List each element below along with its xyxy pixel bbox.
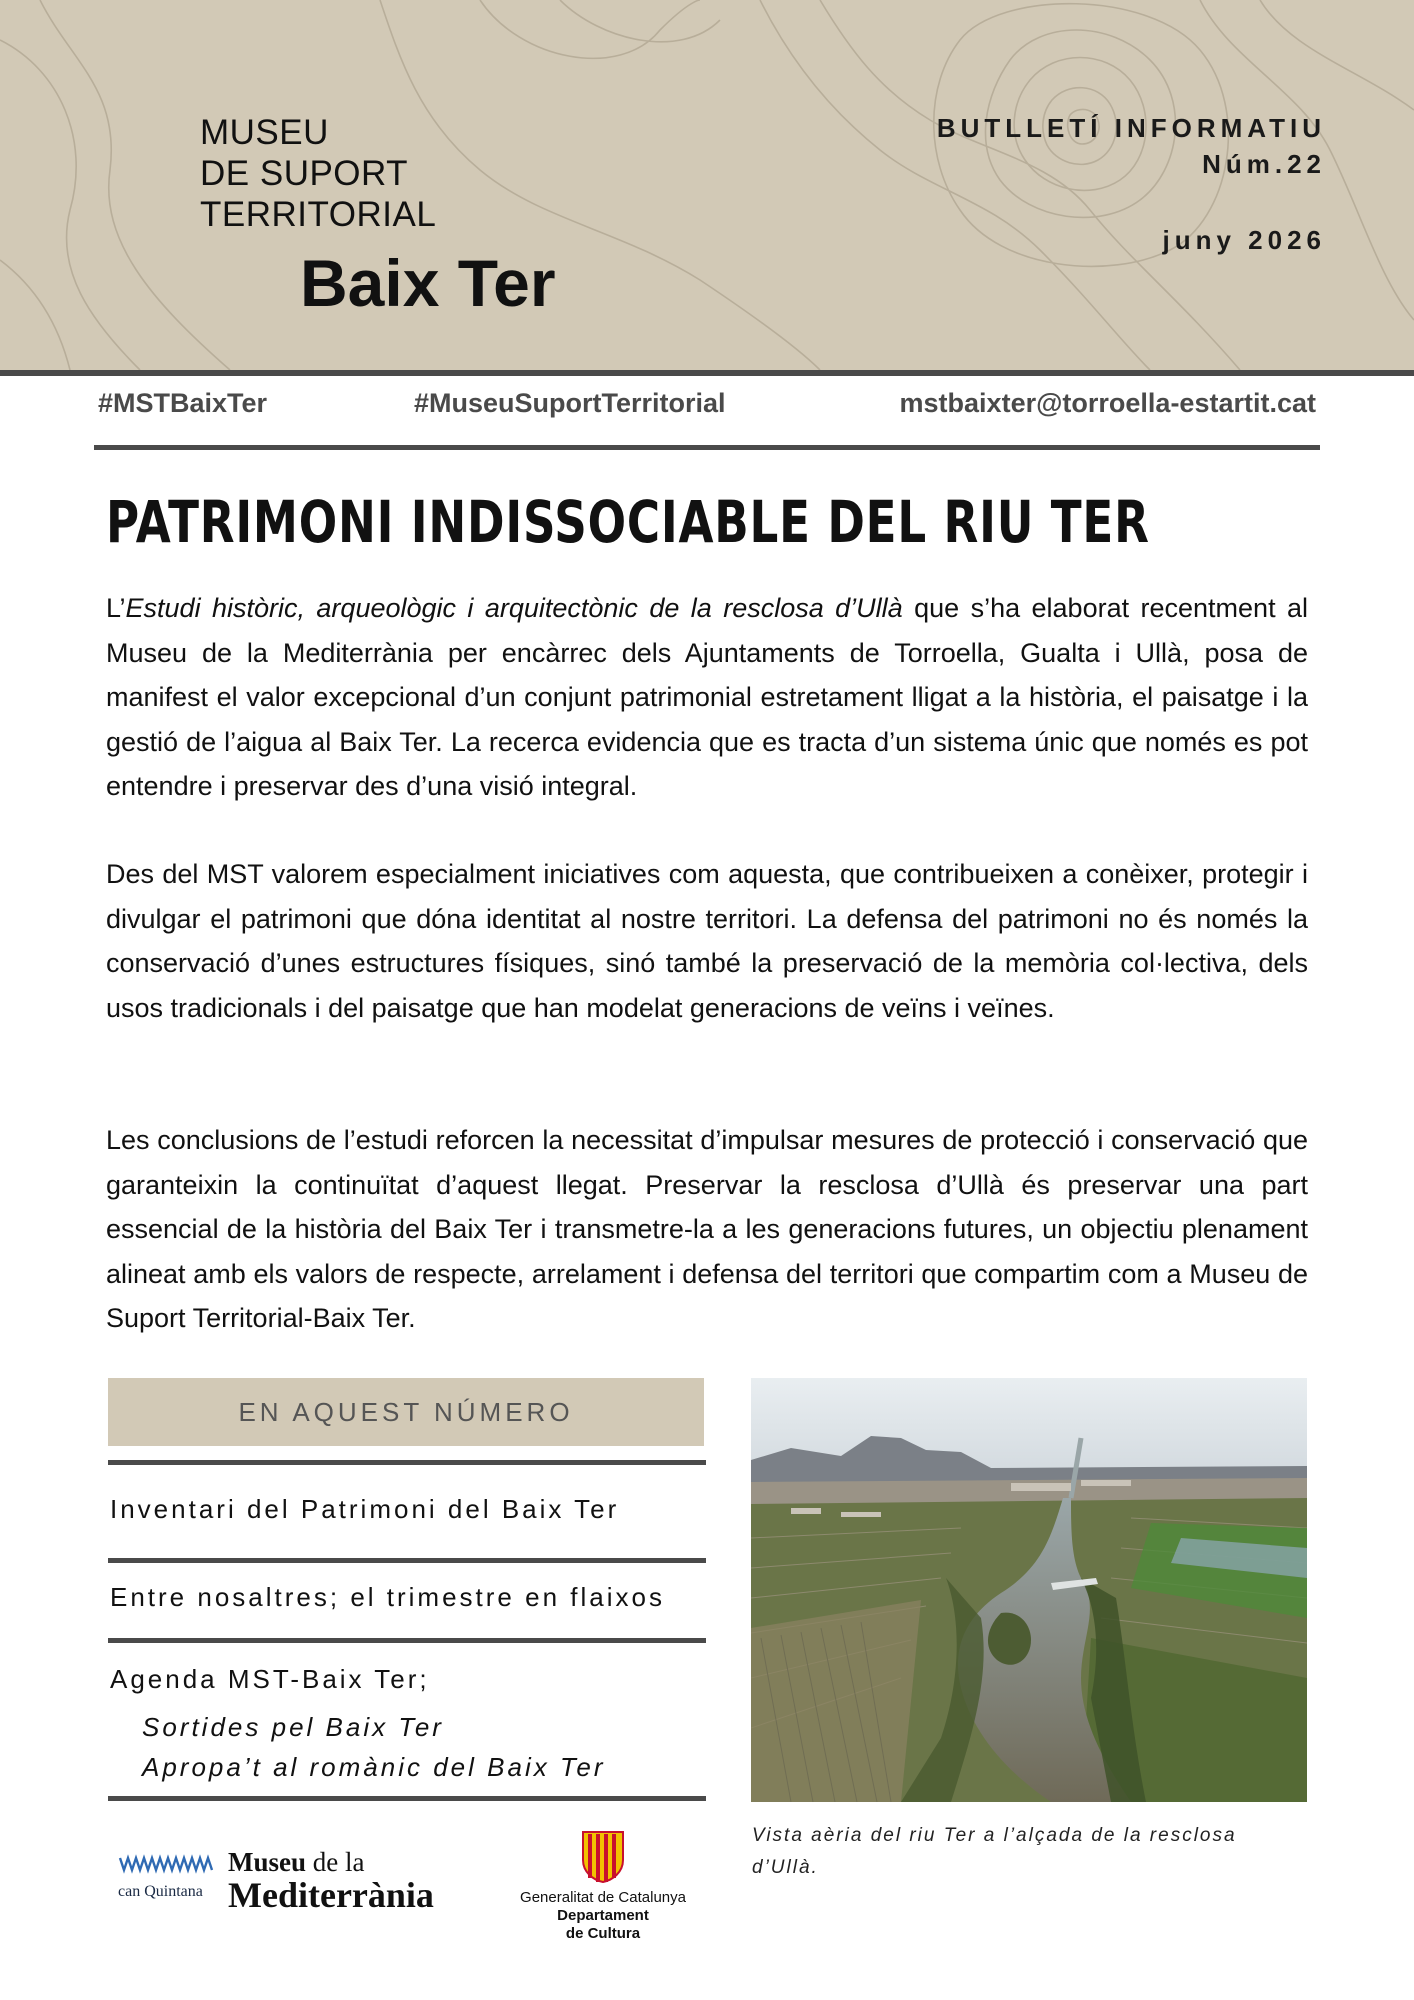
bulletin-info	[937, 110, 1326, 258]
can-quintana-label: can Quintana	[118, 1883, 203, 1900]
bulletin-date: juny 2026	[1162, 225, 1326, 255]
logo-line-2: DE SUPORT	[200, 154, 409, 193]
mm-museu: Museu	[228, 1847, 307, 1877]
logo-line-3: TERRITORIAL	[200, 195, 437, 234]
toc-heading: EN AQUEST NÚMERO	[238, 1396, 574, 1427]
toc-divider	[108, 1796, 706, 1801]
p1-prefix: L’	[106, 593, 126, 623]
aerial-river-photo	[751, 1378, 1307, 1802]
article-title: PATRIMONI INDISSOCIABLE DEL RIU TER	[106, 488, 1150, 556]
mm-name: Mediterrània	[228, 1875, 434, 1915]
article-paragraph-2: Des del MST valorem especialment iniciatives com aquesta, que contribueixen a conèixer, protegir i divulgar el patrimoni que dóna identitat al nostre territori. La defensa del patrimoni no és només la conservació d’unes estructures físiques, sinó també la preservació de la memòria col·lectiva, dels usos tradicionals i del paisatge que han modelat generacions de veïns i veïnes.	[106, 859, 1308, 1023]
museu-mediterrania-logo	[228, 1848, 434, 1914]
mm-dela: de la	[306, 1847, 365, 1877]
can-quintana-wave-icon	[118, 1852, 214, 1876]
toc-divider	[108, 1460, 706, 1465]
bulletin-number: Núm.22	[1202, 149, 1326, 179]
article-paragraph-3: Les conclusions de l’estudi reforcen la necessitat d’impulsar mesures de protecció i conservació que garanteixin la continuïtat d’aquest llegat. Preservar la resclosa d’Ullà és preservar una part essencial de la història del Baix Ter i transmetre-la a les generacions futures, un objectiu plenament alineat amb els valors de respecte, arrelament i defensa del territori que compartim com a Museu de Suport Territorial-Baix Ter.	[106, 1125, 1308, 1333]
toc-divider	[108, 1558, 706, 1563]
tag-bar	[96, 388, 1316, 430]
logo-main-name: Baix Ter	[300, 246, 556, 320]
toc-item-agenda[interactable]: Agenda MST-Baix Ter;	[110, 1664, 430, 1694]
department-label-1: Departament	[557, 1907, 649, 1924]
toc-divider	[108, 1638, 706, 1643]
museum-logo	[200, 112, 436, 235]
generalitat-logo	[508, 1830, 698, 1943]
toc-item-entre-nosaltres[interactable]: Entre nosaltres; el trimestre en flaixos	[110, 1582, 665, 1612]
logo-line-1: MUSEU	[200, 113, 329, 152]
toc-subitem-sortides[interactable]: Sortides pel Baix Ter	[142, 1712, 444, 1742]
department-label-2: de Cultura	[565, 1925, 641, 1942]
photo-caption: Vista aèria del riu Ter a l’alçada de la resclosa d’Ullà.	[752, 1825, 1237, 1878]
bulletin-label: BUTLLETÍ INFORMATIU	[936, 113, 1326, 143]
catalan-flag-shield-icon	[579, 1830, 627, 1884]
study-title: Estudi històric, arqueològic i arquitectònic de la resclosa d’Ullà	[125, 593, 903, 623]
hashtag-museusuportterritorial[interactable]: #MuseuSuportTerritorial	[414, 388, 726, 418]
toc-heading-box	[108, 1378, 704, 1446]
toc-subitem-romanic[interactable]: Apropa’t al romànic del Baix Ter	[142, 1752, 606, 1782]
p1-text: que s’ha elaborat recentment al Museu de la Mediterrània per encàrrec dels Ajuntaments de Torroella, Gualta i Ullà, posa de manifest el valor excepcional d’un conjunt patrimonial estretament lligat a la història, el paisatge i la gestió de l’aigua al Baix Ter. La recerca evidencia que es tracta d’un sistema únic que només es pot entendre i preservar des d’una visió integral.	[106, 593, 1308, 801]
can-quintana-logo	[118, 1852, 214, 1901]
aerial-river-illustration	[751, 1378, 1307, 1802]
email-link[interactable]: mstbaixter@torroella-estartit.cat	[899, 388, 1316, 418]
toc-item-inventari[interactable]: Inventari del Patrimoni del Baix Ter	[110, 1494, 620, 1524]
hashtag-mstbaixter[interactable]: #MSTBaixTer	[98, 388, 268, 418]
article-paragraph-1	[106, 586, 1308, 809]
header-divider	[0, 370, 1414, 376]
tag-bar-divider	[94, 445, 1320, 450]
generalitat-label: Generalitat de Catalunya	[520, 1889, 686, 1906]
header-band	[0, 0, 1414, 370]
